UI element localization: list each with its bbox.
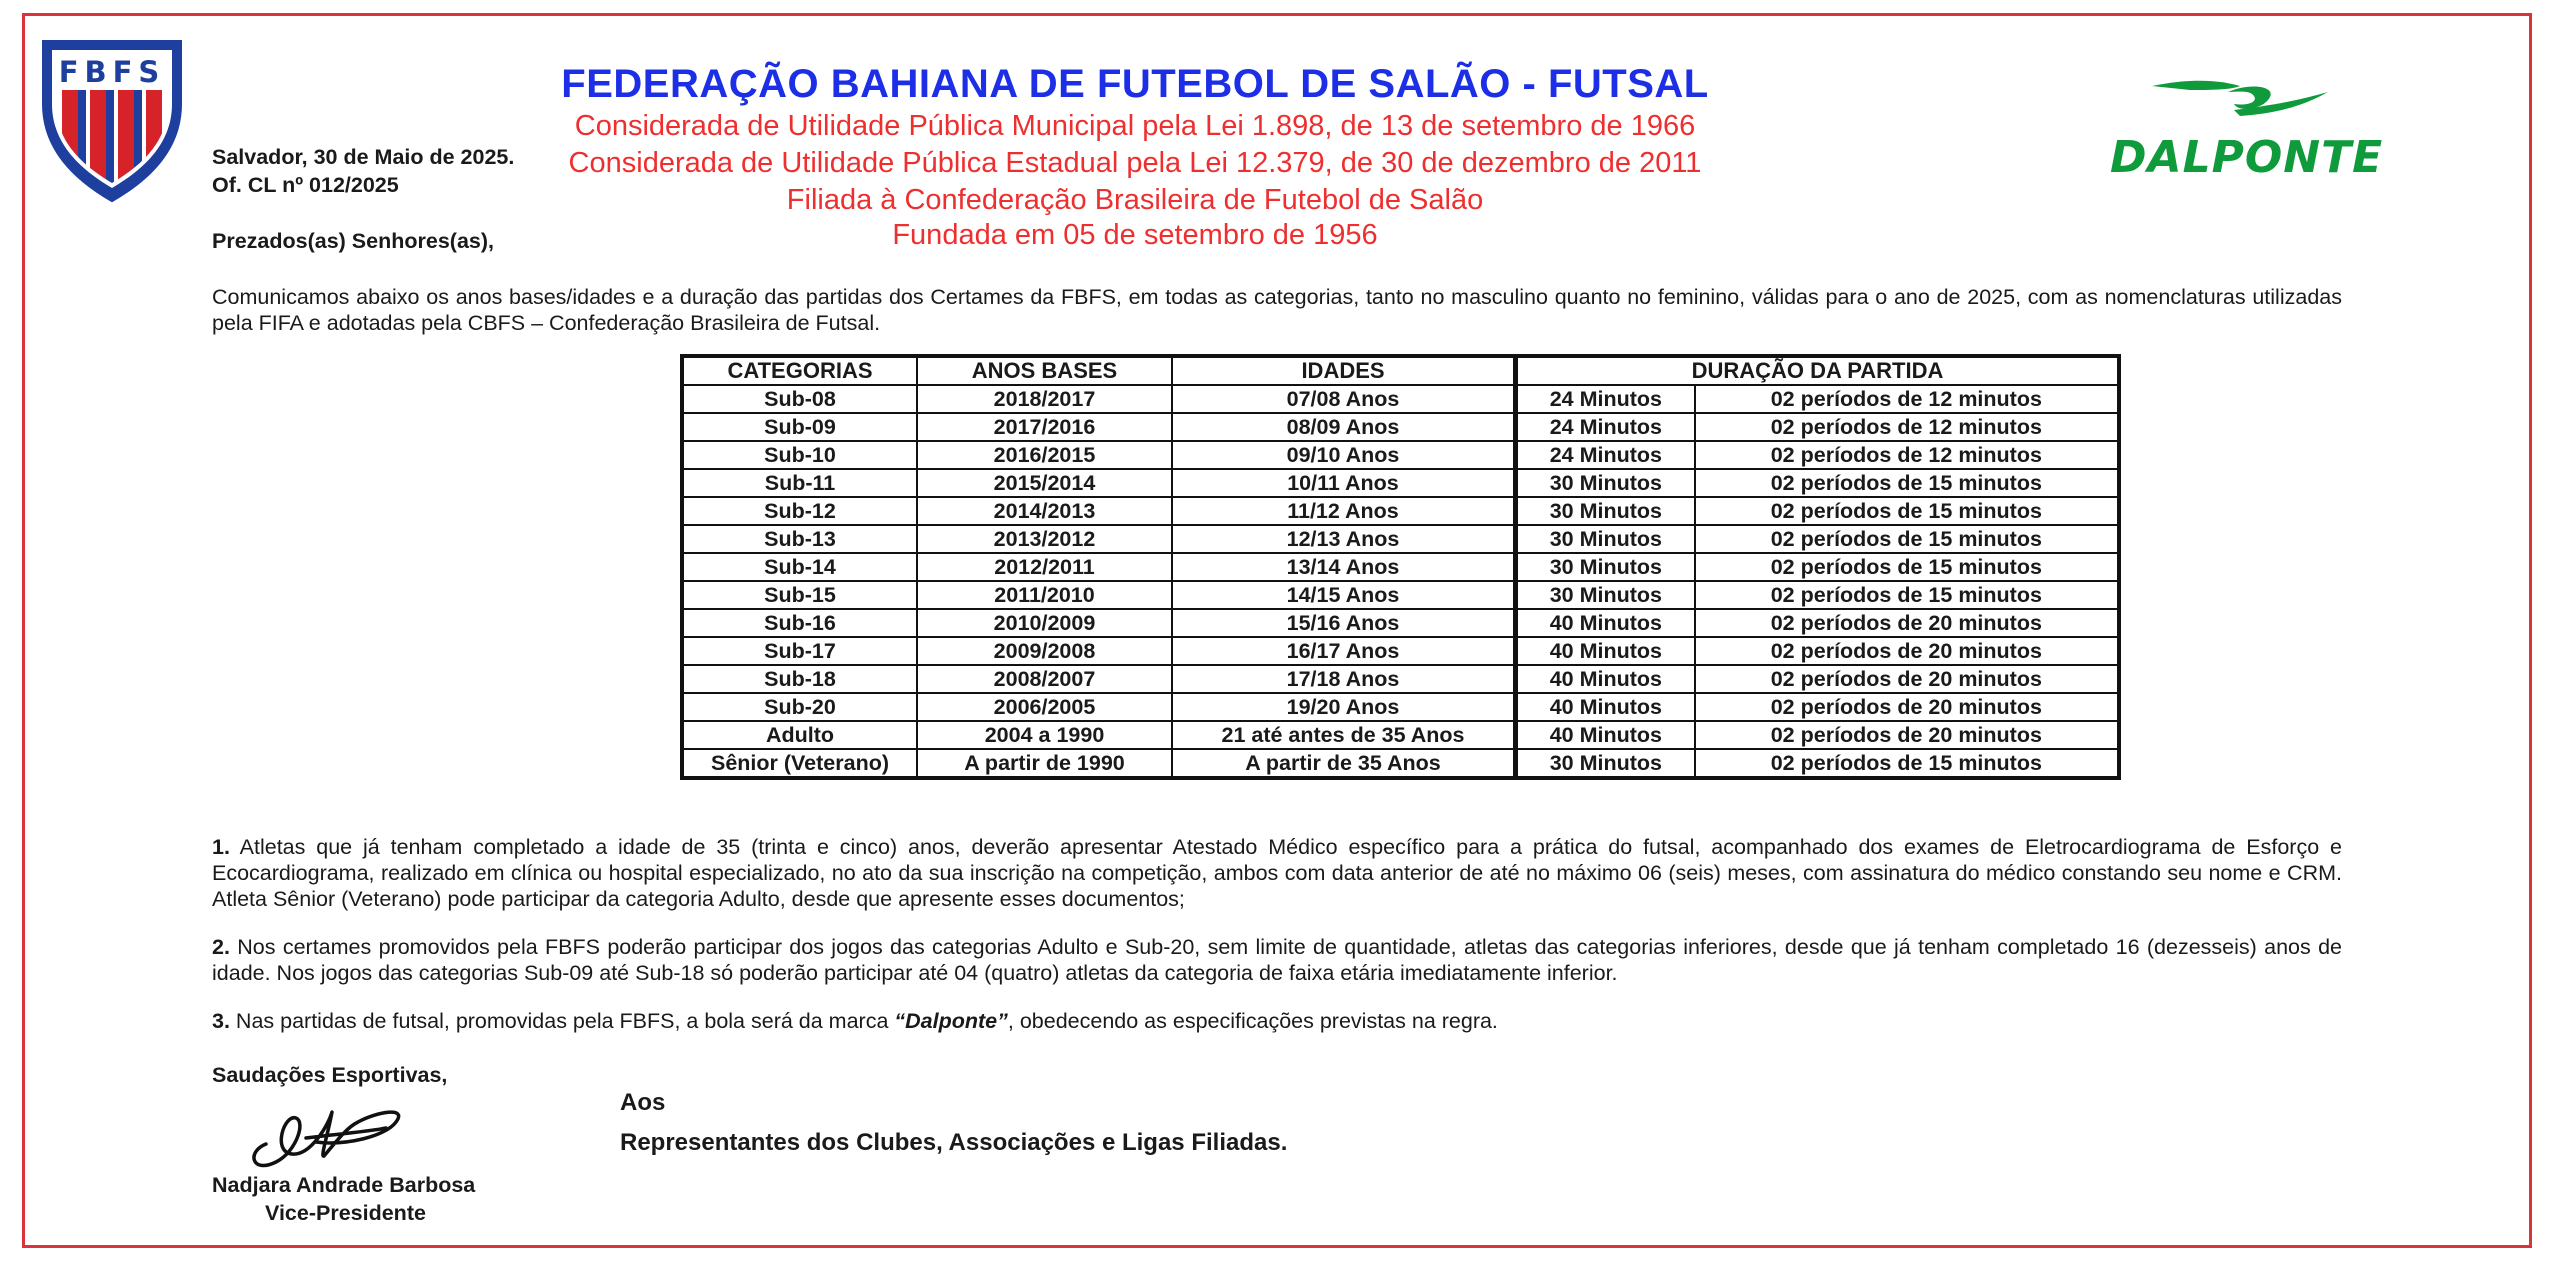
- table-row: [682, 749, 2119, 778]
- note-1: [212, 834, 2342, 912]
- salutation: Saudações Esportivas,: [212, 1063, 448, 1087]
- cell-categoria: Sub-18: [682, 665, 917, 693]
- table-row: [682, 469, 2119, 497]
- cell-minutos: 24 Minutos: [1516, 441, 1695, 469]
- cell-minutos: 30 Minutos: [1516, 553, 1695, 581]
- cell-minutos: 40 Minutos: [1516, 721, 1695, 749]
- table-row: [682, 413, 2119, 441]
- table-row: [682, 721, 2119, 749]
- table-row: [682, 553, 2119, 581]
- note-1-text: Atletas que já tenham completado a idade de 35 (trinta e cinco) anos, deverão apresentar Atestado Médico específico para a prática do futsal, acompanhado dos exames de Eletrocardiograma de Esforço e Ecocardiograma, realizado em clínica ou hospital especializado, no ato da sua inscrição na competição, ambos com data anterior de até no máximo 06 (seis) meses, com assinatura do médico constando seu nome e CRM. Atleta Sênior (Veterano) pode participar da categoria Adulto, desde que apresente esses documentos;: [212, 835, 2342, 911]
- note-2-number: 2.: [212, 935, 230, 959]
- place-date: Salvador, 30 de Maio de 2025.: [212, 145, 515, 169]
- cell-periodos: 02 períodos de 15 minutos: [1695, 525, 2119, 553]
- cell-categoria: Sênior (Veterano): [682, 749, 917, 778]
- table-row: [682, 497, 2119, 525]
- office-number: Of. CL nº 012/2025: [212, 173, 399, 197]
- cell-idades: 08/09 Anos: [1172, 413, 1516, 441]
- greeting: Prezados(as) Senhores(as),: [212, 229, 494, 253]
- table-row: [682, 609, 2119, 637]
- cell-minutos: 30 Minutos: [1516, 749, 1695, 778]
- cell-anos-bases: 2012/2011: [917, 553, 1172, 581]
- cell-periodos: 02 períodos de 15 minutos: [1695, 749, 2119, 778]
- cell-periodos: 02 períodos de 15 minutos: [1695, 469, 2119, 497]
- svg-text:FBFS: FBFS: [58, 55, 166, 89]
- cell-categoria: Sub-17: [682, 637, 917, 665]
- dalponte-swoosh-icon: [2150, 78, 2330, 138]
- cell-categoria: Sub-20: [682, 693, 917, 721]
- cell-anos-bases: 2004 a 1990: [917, 721, 1172, 749]
- table-row: [682, 637, 2119, 665]
- cell-minutos: 24 Minutos: [1516, 385, 1695, 413]
- cell-anos-bases: 2015/2014: [917, 469, 1172, 497]
- cell-anos-bases: 2010/2009: [917, 609, 1172, 637]
- cell-periodos: 02 períodos de 12 minutos: [1695, 385, 2119, 413]
- cell-idades: 14/15 Anos: [1172, 581, 1516, 609]
- signature-image: [236, 1082, 426, 1178]
- note-3-brand: “Dalponte”: [894, 1009, 1008, 1033]
- cell-anos-bases: 2014/2013: [917, 497, 1172, 525]
- cell-periodos: 02 períodos de 20 minutos: [1695, 693, 2119, 721]
- dalponte-wordmark: DALPONTE: [2110, 132, 2384, 183]
- cell-idades: 11/12 Anos: [1172, 497, 1516, 525]
- cell-anos-bases: A partir de 1990: [917, 749, 1172, 778]
- table-row: [682, 385, 2119, 413]
- cell-anos-bases: 2008/2007: [917, 665, 1172, 693]
- cell-periodos: 02 períodos de 15 minutos: [1695, 581, 2119, 609]
- cell-periodos: 02 períodos de 12 minutos: [1695, 441, 2119, 469]
- cell-categoria: Sub-12: [682, 497, 917, 525]
- cell-minutos: 40 Minutos: [1516, 665, 1695, 693]
- table-row: [682, 525, 2119, 553]
- header-line-4: Fundada em 05 de setembro de 1956: [892, 219, 1378, 251]
- table-row: [682, 581, 2119, 609]
- note-2-text: Nos certames promovidos pela FBFS poderão participar dos jogos das categorias Adulto e Sub-20, sem limite de quantidade, atletas das categorias inferiores, desde que já tenham completado 16 (dezesseis) anos de idade. Nos jogos das categorias Sub-09 até Sub-18 só poderão participar até 04 (quatro) atletas da categoria de faixa etária imediatamente inferior.: [212, 935, 2342, 985]
- cell-minutos: 40 Minutos: [1516, 609, 1695, 637]
- col-header-idades: IDADES: [1172, 356, 1516, 385]
- categories-table: [680, 354, 2121, 780]
- cell-categoria: Sub-10: [682, 441, 917, 469]
- cell-idades: 10/11 Anos: [1172, 469, 1516, 497]
- cell-idades: A partir de 35 Anos: [1172, 749, 1516, 778]
- col-header-anos-bases: ANOS BASES: [917, 356, 1172, 385]
- cell-categoria: Sub-14: [682, 553, 917, 581]
- cell-periodos: 02 períodos de 20 minutos: [1695, 609, 2119, 637]
- cell-idades: 07/08 Anos: [1172, 385, 1516, 413]
- signer-name: Nadjara Andrade Barbosa: [212, 1173, 476, 1197]
- cell-idades: 21 até antes de 35 Anos: [1172, 721, 1516, 749]
- cell-periodos: 02 períodos de 15 minutos: [1695, 553, 2119, 581]
- note-3-number: 3.: [212, 1009, 230, 1033]
- cell-categoria: Sub-09: [682, 413, 917, 441]
- signer-role: Vice-Presidente: [265, 1201, 426, 1225]
- dalponte-logo: [2110, 78, 2384, 190]
- cell-minutos: 30 Minutos: [1516, 525, 1695, 553]
- cell-minutos: 24 Minutos: [1516, 413, 1695, 441]
- cell-categoria: Adulto: [682, 721, 917, 749]
- cell-categoria: Sub-08: [682, 385, 917, 413]
- cell-periodos: 02 períodos de 15 minutos: [1695, 497, 2119, 525]
- cell-minutos: 40 Minutos: [1516, 693, 1695, 721]
- table-row: [682, 665, 2119, 693]
- federation-title: FEDERAÇÃO BAHIANA DE FUTEBOL DE SALÃO - FUTSAL: [561, 62, 1709, 106]
- cell-anos-bases: 2011/2010: [917, 581, 1172, 609]
- cell-idades: 17/18 Anos: [1172, 665, 1516, 693]
- cell-idades: 15/16 Anos: [1172, 609, 1516, 637]
- cell-anos-bases: 2016/2015: [917, 441, 1172, 469]
- cell-periodos: 02 períodos de 20 minutos: [1695, 721, 2119, 749]
- fbfs-crest-logo: [38, 38, 186, 204]
- cell-minutos: 30 Minutos: [1516, 497, 1695, 525]
- note-3-text-a: Nas partidas de futsal, promovidas pela FBFS, a bola será da marca: [235, 1009, 889, 1033]
- recipients: Representantes dos Clubes, Associações e Ligas Filiadas.: [620, 1129, 1288, 1156]
- cell-anos-bases: 2018/2017: [917, 385, 1172, 413]
- cell-periodos: 02 períodos de 20 minutos: [1695, 665, 2119, 693]
- header-line-2: Considerada de Utilidade Pública Estadual pela Lei 12.379, de 30 de dezembro de 2011: [568, 147, 1702, 179]
- cell-idades: 19/20 Anos: [1172, 693, 1516, 721]
- table-row: [682, 441, 2119, 469]
- cell-categoria: Sub-15: [682, 581, 917, 609]
- col-header-duracao: DURAÇÃO DA PARTIDA: [1516, 356, 2120, 385]
- cell-periodos: 02 períodos de 20 minutos: [1695, 637, 2119, 665]
- note-2: [212, 934, 2342, 986]
- cell-minutos: 30 Minutos: [1516, 469, 1695, 497]
- cell-idades: 09/10 Anos: [1172, 441, 1516, 469]
- note-3: [212, 1008, 2342, 1034]
- table-header-row: [682, 356, 2119, 385]
- cell-idades: 12/13 Anos: [1172, 525, 1516, 553]
- cell-categoria: Sub-13: [682, 525, 917, 553]
- cell-idades: 13/14 Anos: [1172, 553, 1516, 581]
- cell-anos-bases: 2017/2016: [917, 413, 1172, 441]
- col-header-categorias: CATEGORIAS: [682, 356, 917, 385]
- note-1-number: 1.: [212, 835, 230, 859]
- table-body: [682, 385, 2119, 778]
- header-line-1: Considerada de Utilidade Pública Municipal pela Lei 1.898, de 13 de setembro de 1966: [574, 110, 1696, 142]
- table-row: [682, 693, 2119, 721]
- cell-periodos: 02 períodos de 12 minutos: [1695, 413, 2119, 441]
- header-line-3: Filiada à Confederação Brasileira de Futebol de Salão: [786, 184, 1484, 216]
- cell-anos-bases: 2006/2005: [917, 693, 1172, 721]
- cell-categoria: Sub-16: [682, 609, 917, 637]
- cell-idades: 16/17 Anos: [1172, 637, 1516, 665]
- recipient-label: Aos: [620, 1089, 666, 1116]
- cell-minutos: 30 Minutos: [1516, 581, 1695, 609]
- cell-anos-bases: 2013/2012: [917, 525, 1172, 553]
- cell-categoria: Sub-11: [682, 469, 917, 497]
- intro-paragraph: Comunicamos abaixo os anos bases/idades e a duração das partidas dos Certames da FBFS, em todas as categorias, tanto no masculino quanto no feminino, válidas para o ano de 2025, com as nomenclaturas utilizadas pela FIFA e adotadas pela CBFS – Confederação Brasileira de Futsal.: [212, 285, 2342, 335]
- cell-minutos: 40 Minutos: [1516, 637, 1695, 665]
- cell-anos-bases: 2009/2008: [917, 637, 1172, 665]
- note-3-text-b: , obedecendo as especificações previstas na regra.: [1007, 1009, 1498, 1033]
